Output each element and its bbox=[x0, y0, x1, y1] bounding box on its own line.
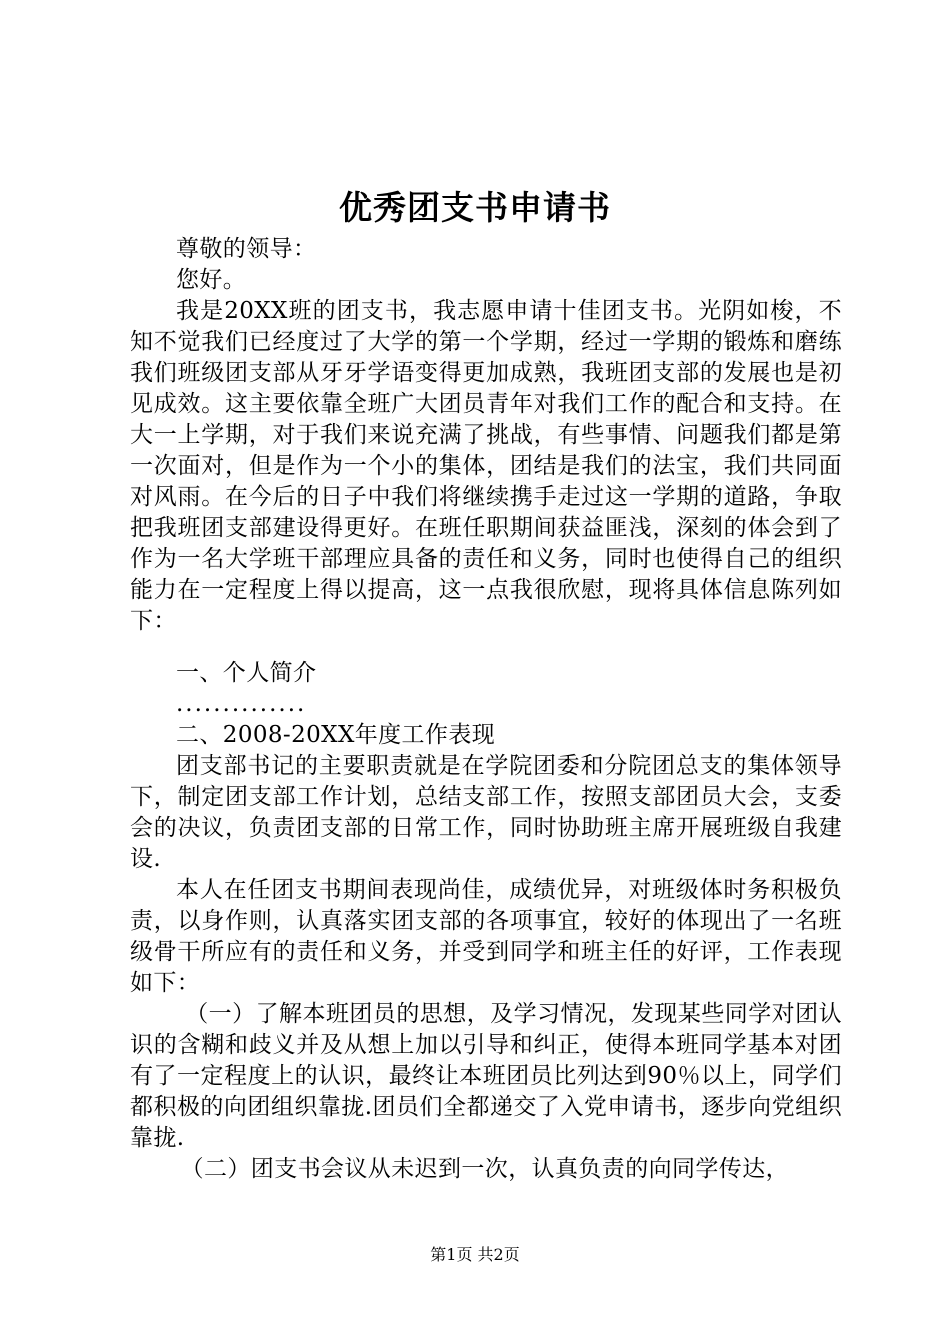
duties-paragraph: 团支部书记的主要职责就是在学院团委和分院团总支的集体领导下，制定团支部工作计划，总结支部工作，按照支部团员大会，支委会的决议，负责团支部的日常工作，同时协助班主席开展班级自我建设. bbox=[130, 753, 842, 872]
document-body bbox=[130, 234, 842, 1185]
page-footer: 第1页 共2页 bbox=[430, 1245, 520, 1264]
performance-paragraph: 本人在任团支书期间表现尚佳，成绩优异，对班级体时务积极负责，以身作则，认真落实团支部的各项事宜，较好的体现出了一名班级骨干所应有的责任和义务，并受到同学和班主任的好评，工作表现如下： bbox=[130, 877, 842, 996]
ellipsis-line: .............. bbox=[176, 691, 307, 717]
salutation: 尊敬的领导： bbox=[176, 236, 317, 262]
greeting: 您好。 bbox=[176, 267, 247, 293]
list-item-2: （二）团支书会议从未迟到一次，认真负责的向同学传达， bbox=[180, 1156, 789, 1182]
intro-paragraph: 我是20XX班的团支书，我志愿申请十佳团支书。光阴如梭，不知不觉我们已经度过了大学的第一个学期，经过一学期的锻炼和磨练我们班级团支部从牙牙学语变得更加成熟，我班团支部的发展也是初见成效。这主要依靠全班广大团员青年对我们工作的配合和支持。在大一上学期，对于我们来说充满了挑战，有些事情、问题我们都是第一次面对，但是作为一个小的集体，团结是我们的法宝，我们共同面对风雨。在今后的日子中我们将继续携手走过这一学期的道路，争取把我班团支部建设得更好。在班任职期间获益匪浅，深刻的体会到了作为一名大学班干部理应具备的责任和义务，同时也使得自己的组织能力在一定程度上得以提高，这一点我很欣慰，现将具体信息陈列如下： bbox=[130, 298, 842, 634]
paragraph-gap bbox=[130, 637, 842, 658]
section-heading-work: 二、2008-20XX年度工作表现 bbox=[176, 722, 496, 748]
list-item-1: （一）了解本班团员的思想，及学习情况，发现某些同学对团认识的含糊和歧义并及从想上加以引导和纠正，使得本班同学基本对团有了一定程度上的认识，最终让本班团员比列达到90％以上，同学们都积极的向团组织靠拢.团员们全都递交了入党申请书，逐步向党组织靠拢. bbox=[130, 1001, 842, 1151]
section-heading-personal: 一、个人简介 bbox=[176, 660, 317, 686]
document-title: 优秀团支书申请书 bbox=[339, 188, 611, 227]
